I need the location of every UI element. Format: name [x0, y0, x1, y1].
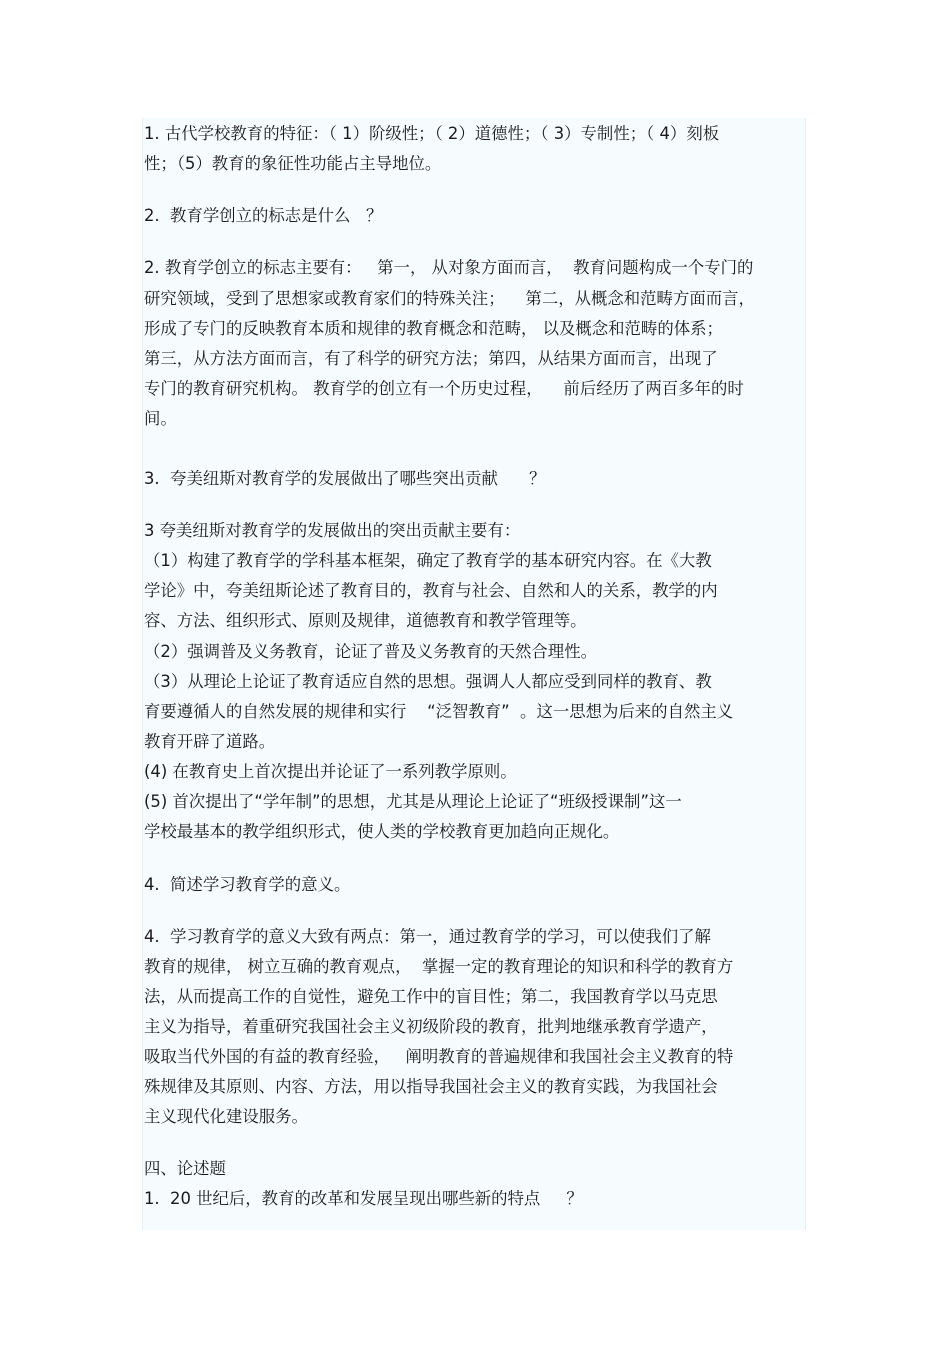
text-line: 法，从而提高工作的自觉性，避免工作中的盲目性；第二，我国教育学以马克思 [144, 987, 718, 1006]
text-line: 间。 [144, 409, 177, 428]
text-line: （2）强调普及义务教育，论证了普及义务教育的天然合理性。 [144, 642, 597, 661]
text-line: 教育开辟了道路。 [144, 732, 276, 751]
text-line: 形成了专门的反映教育本质和规律的教育概念和范畴， 以及概念和范畴的体系； [144, 319, 723, 338]
text-line: 四、论述题 [144, 1159, 226, 1178]
text-line: (5) 首次提出了“学年制”的思想，尤其是从理论上论证了“班级授课制”这一 [144, 792, 682, 811]
text-line: 2. 教育学创立的标志是什么 ？ [144, 206, 383, 225]
text-line: 专门的教育研究机构。 教育学的创立有一个历史过程， 前后经历了两百多年的时 [144, 379, 744, 398]
text-line: （3）从理论上论证了教育适应自然的思想。强调人人都应受到同样的教育、教 [144, 672, 712, 691]
text-line: 主义为指导，着重研究我国社会主义初级阶段的教育，批判地继承教育学遗产， [144, 1017, 718, 1036]
text-line: 吸取当代外国的有益的教育经验， 阐明教育的普遍规律和我国社会主义教育的特 [144, 1047, 734, 1066]
text-line: 第三，从方法方面而言，有了科学的研究方法；第四，从结果方面而言，出现了 [144, 349, 718, 368]
text-line: 3. 夸美纽斯对教育学的发展做出了哪些突出贡献 ？ [144, 469, 546, 488]
text-line: 主义现代化建设服务。 [144, 1107, 308, 1126]
text-line: (4) 在教育史上首次提出并论证了一系列教学原则。 [144, 762, 517, 781]
text-line: 4. 学习教育学的意义大致有两点：第一，通过教育学的学习，可以使我们了解 [144, 927, 711, 946]
text-line: 教育的规律， 树立互确的教育观点， 掌握一定的教育理论的知识和科学的教育方 [144, 957, 734, 976]
text-line: 研究领域，受到了思想家或教育家们的特殊关注； 第二，从概念和范畴方面而言， [144, 289, 755, 308]
text-line: 4. 简述学习教育学的意义。 [144, 875, 351, 894]
text-line: 容、方法、组织形式、原则及规律，道德教育和教学管理等。 [144, 611, 587, 630]
text-line: 学校最基本的教学组织形式，使人类的学校教育更加趋向正规化。 [144, 822, 620, 841]
text-line: （1）构建了教育学的学科基本框架，确定了教育学的基本研究内容。在《大教 [144, 551, 712, 570]
text-line: 3 夸美纽斯对教育学的发展做出的突出贡献主要有： [144, 521, 521, 540]
text-line: 学论》中，夸美纽斯论述了教育目的，教育与社会、自然和人的关系，教学的内 [144, 581, 718, 600]
text-line: 殊规律及其原则、内容、方法，用以指导我国社会主义的教育实践，为我国社会 [144, 1077, 718, 1096]
text-line: 2. 教育学创立的标志主要有： 第一， 从对象方面而言， 教育问题构成一个专门的 [144, 258, 754, 277]
text-line: 性；（5）教育的象征性功能占主导地位。 [144, 154, 442, 173]
text-line: 1. 古代学校教育的特征：（ 1）阶级性；（ 2）道德性；（ 3）专制性；（ 4）刻板 [144, 124, 720, 143]
text-line: 育要遵循人的自然发展的规律和实行 “泛智教育” 。这一思想为后来的自然主义 [144, 702, 734, 721]
text-line: 1. 20 世纪后，教育的改革和发展呈现出哪些新的特点 ？ [144, 1189, 583, 1208]
